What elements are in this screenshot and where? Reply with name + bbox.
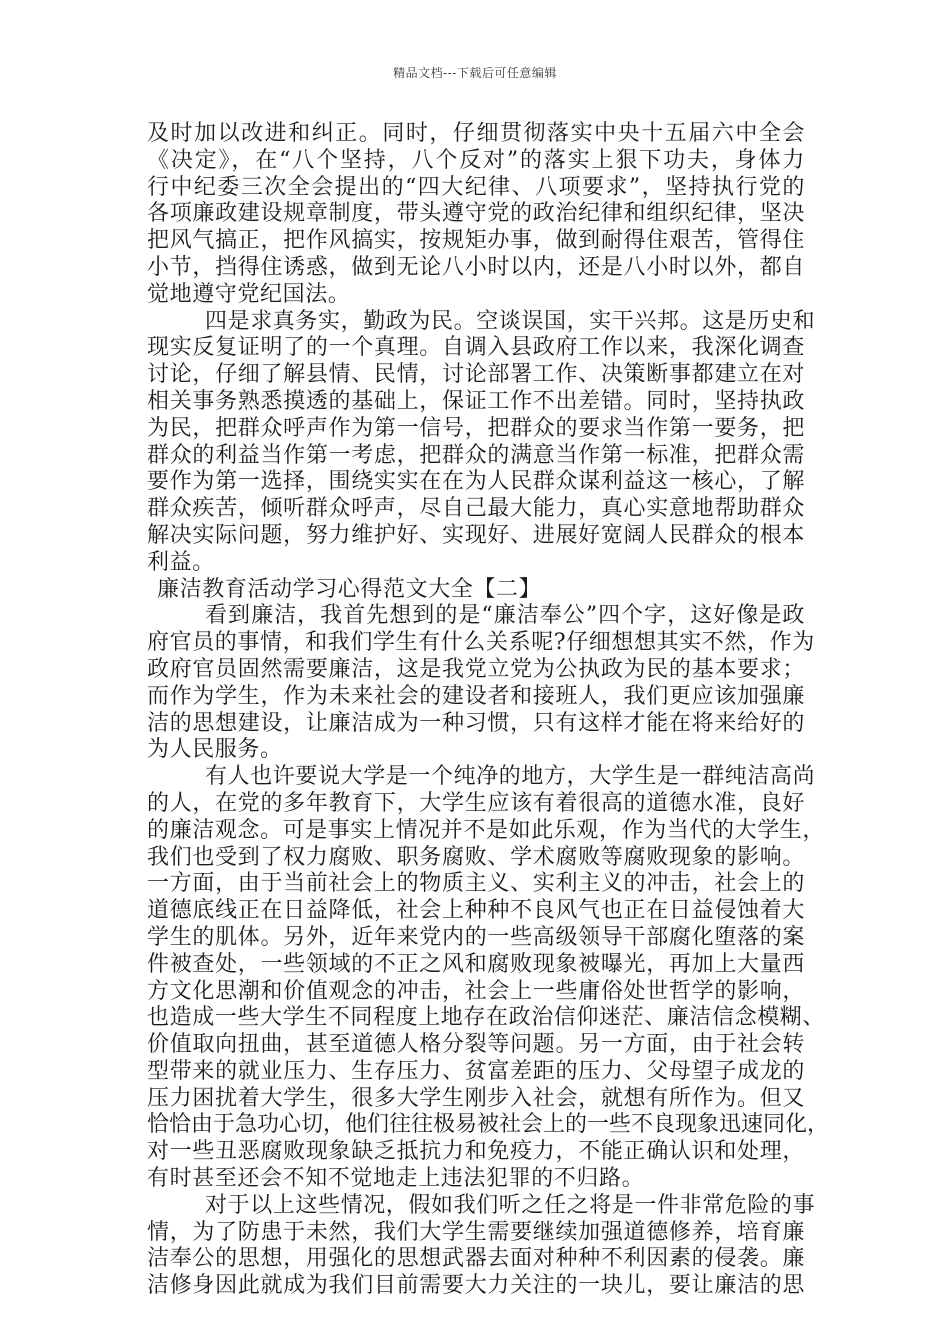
text-line: 方文化思潮和价值观念的冲击，社会上一些庸俗处世哲学的影响， — [147, 978, 805, 1004]
text-line: 府官员的事情，和我们学生有什么关系呢?仔细想想其实不然，作为 — [147, 630, 815, 656]
document-body — [147, 121, 830, 1300]
text-line: 要作为第一选择，围绕实实在在为人民群众谋利益这一核心，了解 — [147, 469, 805, 495]
text-line: 道德底线正在日益降低，社会上种种不良风气也正在日益侵蚀着大 — [147, 898, 805, 924]
text-line: 学生的肌体。另外，近年来党内的一些高级领导干部腐化堕落的案 — [147, 924, 805, 950]
text-line: 讨论，仔细了解县情、民情，讨论部署工作、决策断事都建立在对 — [147, 362, 805, 388]
section-heading: 廉洁教育活动学习心得范文大全【二】 — [157, 576, 542, 602]
text-line: 洁奉公的思想，用强化的思想武器去面对种种不利因素的侵袭。廉 — [147, 1246, 805, 1272]
text-line: 件被查处，一些领域的不正之风和腐败现象被曝光，再加上大量西 — [147, 951, 805, 977]
text-line: 一方面，由于当前社会上的物质主义、实利主义的冲击，社会上的 — [147, 871, 805, 897]
text-line: 利益。 — [147, 549, 215, 575]
text-line: 价值取向扭曲，甚至道德人格分裂等问题。另一方面，由于社会转 — [147, 1032, 805, 1058]
text-line: 的人，在党的多年教育下，大学生应该有着很高的道德水准，良好 — [147, 790, 805, 816]
text-line: 情，为了防患于未然，我们大学生需要继续加强道德修养，培育廉 — [147, 1219, 805, 1245]
text-line: 解决实际问题，努力维护好、实现好、进展好宽阔人民群众的根本 — [147, 522, 805, 548]
text-line: 的廉洁观念。可是事实上情况并不是如此乐观，作为当代的大学生， — [147, 817, 826, 843]
text-line: 群众的利益当作第一考虑，把群众的满意当作第一标准，把群众需 — [147, 442, 805, 468]
text-line: 我们也受到了权力腐败、职务腐败、学术腐败等腐败现象的影响。 — [147, 844, 805, 870]
page-header: 精品文档---下载后可任意编辑 — [393, 66, 557, 80]
text-line: 有时甚至还会不知不觉地走上违法犯罪的不归路。 — [147, 1166, 645, 1192]
text-line: 对一些丑恶腐败现象缺乏抵抗力和免疫力，不能正确认识和处理， — [147, 1139, 805, 1165]
text-line: 恰恰由于急功心切，他们往往极易被社会上的一些不良现象迅速同化， — [147, 1112, 830, 1138]
text-line: 行中纪委三次全会提出的“四大纪律、八项要求”，坚持执行党的 — [147, 174, 805, 200]
paragraph-start-line: 看到廉洁，我首先想到的是“廉洁奉公”四个字，这好像是政 — [205, 603, 805, 629]
paragraph-start-line: 对于以上这些情况，假如我们听之任之将是一件非常危险的事 — [205, 1192, 816, 1218]
text-line: 洁修身因此就成为我们目前需要大力关注的一块儿，要让廉洁的思 — [147, 1273, 805, 1299]
text-line: 为人民服务。 — [147, 737, 283, 763]
text-line: 觉地遵守党纪国法。 — [147, 281, 351, 307]
paragraph-start-line: 四是求真务实，勤政为民。空谈误国，实干兴邦。这是历史和 — [205, 308, 816, 334]
text-line: 小节，挡得住诱惑，做到无论八小时以内，还是八小时以外，都自 — [147, 254, 805, 280]
text-line: 型带来的就业压力、生存压力、贫富差距的压力、父母望子成龙的 — [147, 1058, 805, 1084]
text-line: 群众疾苦，倾听群众呼声，尽自己最大能力，真心实意地帮助群众 — [147, 496, 805, 522]
text-line: 及时加以改进和纠正。同时，仔细贯彻落实中央十五届六中全会 — [147, 121, 805, 146]
text-line: 相关事务熟悉摸透的基础上，保证工作不出差错。同时，坚持执政 — [147, 388, 805, 414]
text-line: 《决定》，在“八个坚持，八个反对”的落实上狠下功夫，身体力 — [147, 147, 805, 173]
paragraph-start-line: 有人也许要说大学是一个纯净的地方，大学生是一群纯洁高尚 — [205, 764, 816, 790]
text-line: 政府官员固然需要廉洁，这是我党立党为公执政为民的基本要求； — [147, 656, 805, 682]
text-line: 而作为学生，作为未来社会的建设者和接班人，我们更应该加强廉 — [147, 683, 805, 709]
text-line: 洁的思想建设，让廉洁成为一种习惯，只有这样才能在将来给好的 — [147, 710, 805, 736]
text-line: 各项廉政建设规章制度，带头遵守党的政治纪律和组织纪律，坚决 — [147, 201, 805, 227]
text-line: 压力困扰着大学生，很多大学生刚步入社会，就想有所作为。但又 — [147, 1085, 805, 1111]
text-line: 把风气搞正，把作风搞实，按规矩办事，做到耐得住艰苦，管得住 — [147, 228, 805, 254]
text-line: 也造成一些大学生不同程度上地存在政治信仰迷茫、廉洁信念模糊、 — [147, 1005, 826, 1031]
text-line: 为民，把群众呼声作为第一信号，把群众的要求当作第一要务，把 — [147, 415, 805, 441]
text-line: 现实反复证明了的一个真理。自调入县政府工作以来，我深化调查 — [147, 335, 805, 361]
